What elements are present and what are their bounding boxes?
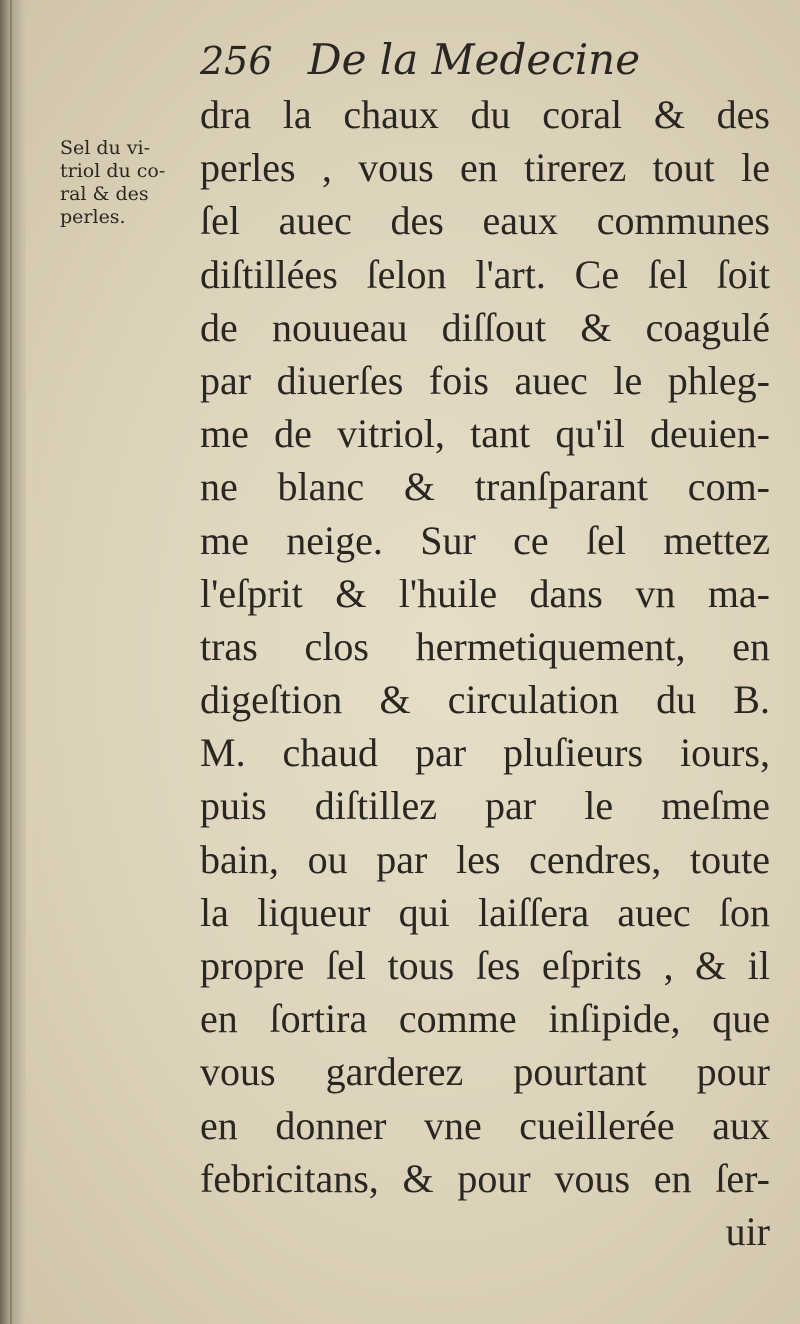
text-line: tras clos hermetiquement, en	[200, 623, 770, 669]
page-gutter	[0, 0, 26, 1324]
text-line: la liqueur qui laiſſera auec ſon	[200, 889, 770, 935]
text-line: febricitans, & pour vous en ſer-	[200, 1155, 770, 1201]
body-text	[200, 88, 770, 1258]
running-title: De la Medecine	[307, 35, 641, 84]
text-line: digeſtion & circulation du B.	[200, 677, 770, 723]
text-line: diſtillées ſelon l'art. Ce ſel ſoit	[200, 251, 770, 297]
text-line: bain, ou par les cendres, toute	[200, 836, 770, 882]
text-line: dra la chaux du coral & des	[200, 92, 770, 137]
text-line: uir	[725, 1208, 770, 1254]
text-line: l'eſprit & l'huile dans vn ma-	[200, 570, 770, 616]
page-header	[200, 30, 700, 90]
text-line: me de vitriol, tant qu'il deuien-	[200, 411, 770, 457]
marginal-note-line: ral & des	[60, 183, 149, 205]
marginal-note-line: triol du co-	[60, 160, 166, 182]
text-line: ſel auec des eaux communes	[200, 198, 770, 244]
marginal-note	[60, 137, 200, 229]
text-line: M. chaud par pluſieurs iours,	[200, 730, 770, 776]
page-number: 256	[200, 39, 273, 83]
marginal-note-line: perles.	[60, 206, 126, 228]
text-line: perles , vous en tirerez tout le	[200, 145, 770, 191]
text-line: vous garderez pourtant pour	[200, 1049, 770, 1095]
text-line: me neige. Sur ce ſel mettez	[200, 517, 770, 563]
text-line: propre ſel tous ſes eſprits , & il	[200, 943, 770, 988]
gutter-line	[10, 0, 12, 1324]
text-line: de nouueau diſſout & coagulé	[200, 304, 770, 350]
text-line: ne blanc & tranſparant com-	[200, 464, 770, 510]
text-line: en ſortira comme inſipide, que	[200, 996, 770, 1042]
text-line: par diuerſes fois auec le phleg-	[200, 357, 770, 403]
marginal-note-line: Sel du vi-	[60, 137, 151, 159]
text-line: puis diſtillez par le meſme	[200, 783, 770, 829]
text-line: en donner vne cueillerée aux	[200, 1102, 770, 1148]
